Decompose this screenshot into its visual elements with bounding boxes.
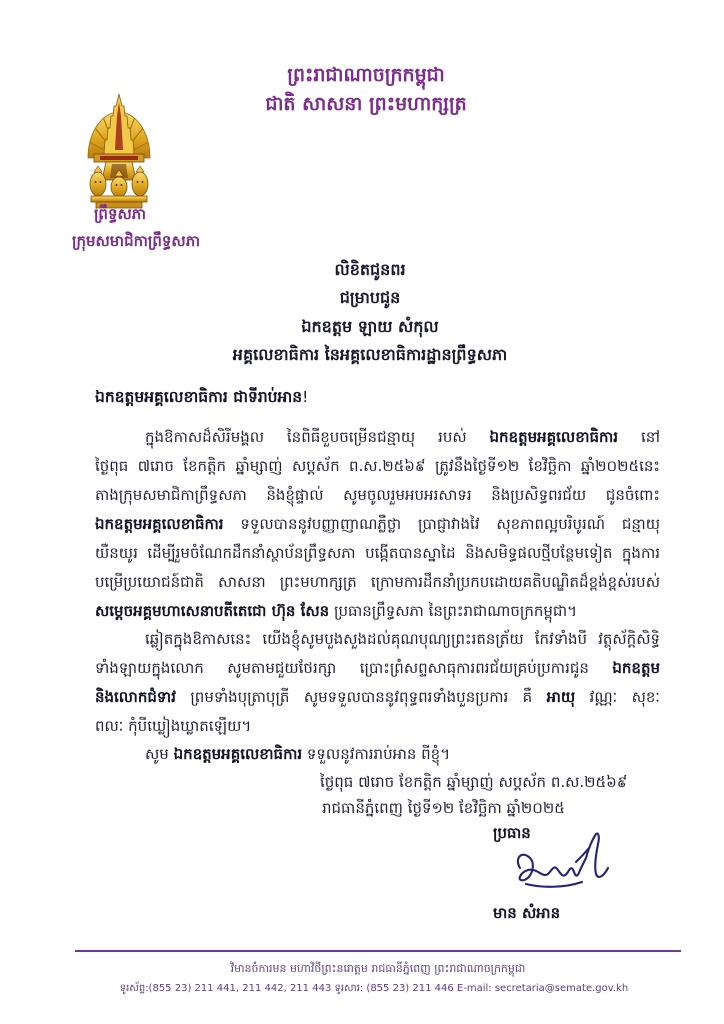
text-run: ទទួលបាននូវបញ្ញាញាណភ្លឺថ្លា ប្រាជ្ញាវាងវៃ សុខភាពល្អបរិបូរណ៍ ជន្មាយុ [223,515,660,533]
text-run: ក្នុងឱកាសដ៏សិរីមង្គល នៃពិធីខួបចម្រើនជន្មាយុ របស់ [145,428,490,446]
text-run: វណ្ណៈ សុខៈ [575,688,660,706]
recipient-position: អគ្គលេខាធិការ នៃអគ្គលេខាធិការដ្ឋានព្រឹទ្ធសភា [232,345,508,364]
bold-text-run: និងលោកជំទាវ [95,688,176,706]
paragraph-line [145,423,660,452]
paragraph-line [145,740,660,769]
paragraph-line [95,452,660,481]
paragraph-line [95,683,660,712]
bold-text-run: សម្តេចអគ្គមហាសេនាបតីតេជោ ហ៊ុន សែន [95,602,330,620]
text-run: បម្រើប្រយោជន៍ជាតិ សាសនា ព្រះមហាក្សត្រ ក្រោមការដឹកនាំប្រកបដោយគតិបណ្ឌិតដ៏ខ្ពង់ខ្ពស់របស់ [95,573,660,591]
signatory-position: ប្រធាន [493,824,531,842]
signatory-name: មាន សំអាន [493,904,561,922]
footer-divider [75,950,681,952]
text-run: ពលៈ កុំបីឃ្លៀងឃ្លាតឡើយ។ [95,717,252,735]
bold-text-run: ឯកឧត្តម [612,659,660,677]
lunar-date: ថ្ងៃពុធ ៧រោច ខែកត្តិក ឆ្នាំម្សាញ់ សប្តស័ក ព.ស.២៥៦៩ [320,773,628,791]
bold-text-run: ឯកឧត្តមអគ្គលេខាធិការ [489,428,619,446]
bold-text-run: អាយុ [546,688,576,706]
senate-emblem-icon [86,92,152,210]
text-run: ទាំងឡាយក្នុងលោក សូមតាមជួយថែរក្សា ប្រោះព្រំសព្ទសាធុការពរជ័យគ្រប់ប្រការជូន [95,659,613,677]
addressed-to-label: ជម្រាបជូន [339,288,401,307]
text-run: សូម [145,745,174,763]
salutation [95,383,308,411]
kingdom-heading: ព្រះរាជាណាចក្រកម្ពុជា [287,64,445,86]
text-run: យឺនយូរ ដើម្បីរួមចំណែកដឹកនាំស្ថាប័នព្រឹទ្ធសភា បង្កើតបានស្នាដៃ និងសមិទ្ធផលថ្មីបន្ថែមទៀត ក្នុងការ [95,544,660,562]
institution-label: ព្រឹទ្ធសភា [93,205,147,223]
footer-contact: ទូរស័ព្ទ:(855 23) 211 441, 211 442, 211 443 ទូរសារ: (855 23) 211 446 E-mail: secretaria@semate.gov.kh [119,983,629,994]
paragraph-line [95,568,660,597]
national-motto: ជាតិ សាសនា ព្រះមហាក្សត្រ [265,93,467,115]
handwritten-signature [512,828,612,898]
text-run: តាងក្រុមសមាជិកាព្រឹទ្ធសភា និងខ្ញុំផ្ទាល់ សូមចូលរួមអបអរសាទរ និងប្រសិទ្ធពរជ័យ ជូនចំពោះ [95,486,660,504]
salutation-text: ឯកឧត្តមអគ្គលេខាធិការ ជាទីរាប់អាន [95,388,303,406]
text-run: ព្រមទាំងបុត្រាបុត្រី សូមទទួលបាននូវពុទ្ធពរទាំងបួនប្រការ គឺ [175,688,547,706]
paragraph-line [145,625,660,654]
document-type-title: លិខិតជូនពរ [334,260,406,279]
paragraph-line [95,510,660,539]
text-run: នៅ [618,428,660,446]
bold-text-run: ឯកឧត្តមអគ្គលេខាធិការ [95,515,224,533]
recipient-name: ឯកឧត្តម ឡាយ សំកុល [301,317,439,336]
footer-address: វិមានចំការមន មហាវិថីព្រះនរោត្តម រាជធានីភ្នំពេញ ព្រះរាជាណាចក្រកម្ពុជា [230,962,526,975]
paragraph-line [95,539,660,568]
text-run: ប្រធានព្រឹទ្ធសភា នៃព្រះរាជាណាចក្រកម្ពុជា។ [329,602,578,620]
issuer-group-label: ក្រុមសមាជិកាព្រឹទ្ធសភា [72,232,200,250]
paragraph-line [95,597,660,626]
text-run: ទទួលនូវការរាប់អាន ពីខ្ញុំ។ [302,745,451,763]
text-run: ថ្ងៃពុធ ៧រោច ខែកត្តិក ឆ្នាំម្សាញ់ សប្តស័ក ព.ស.២៥៦៩ ត្រូវនឹងថ្ងៃទី១២ ខែវិច្ឆិកា ឆ្នាំ២០២៥នេះ [95,457,660,475]
salutation-punctuation: ! [302,388,309,406]
place-and-solar-date: រាជធានីភ្នំពេញ ថ្ងៃទី១២ ខែវិច្ឆិកា ឆ្នាំ២០២៥ [322,799,565,817]
bold-text-run: ឯកឧត្តមអគ្គលេខាធិការ [173,745,303,763]
paragraph-line [95,481,660,510]
paragraph-line [95,712,660,741]
text-run: ឆ្លៀតក្នុងឱកាសនេះ យើងខ្ញុំសូមបួងសួងដល់គុណបុណ្យព្រះរតនត្រ័យ កែវទាំងបី វត្ថុស័ក្តិសិទ្ធិ [145,630,660,648]
paragraph-line [95,654,660,683]
